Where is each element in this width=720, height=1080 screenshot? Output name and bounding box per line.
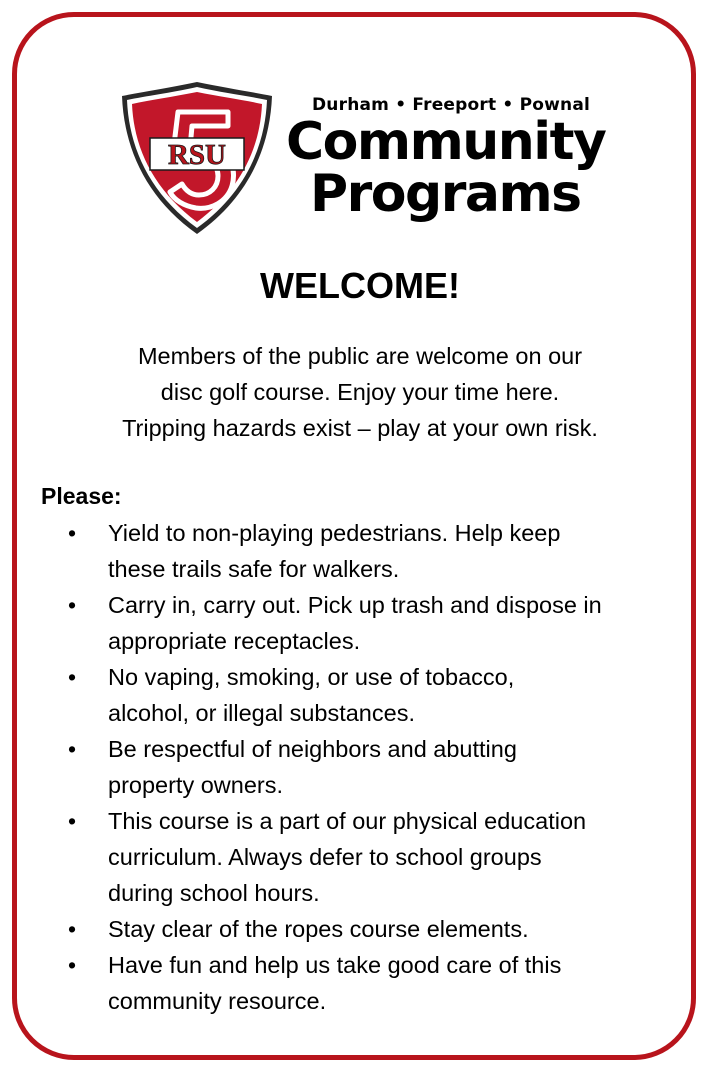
rule-item	[0, 803, 720, 911]
rule-item	[0, 911, 720, 947]
shield-rsu-text: RSU	[167, 139, 227, 171]
rule-line: curriculum. Always defer to school groups	[108, 844, 542, 870]
rule-line: Have fun and help us take good care of this	[108, 952, 562, 978]
rule-item	[0, 947, 720, 1019]
logo-towns: Durham • Freeport • Pownal	[312, 95, 591, 115]
rule-item	[0, 731, 720, 803]
bullet-icon: •	[68, 808, 77, 834]
bullet-icon: •	[68, 520, 77, 546]
rule-line: Carry in, carry out. Pick up trash and dispose in	[108, 592, 602, 618]
rule-line: Be respectful of neighbors and abutting	[108, 736, 517, 762]
rule-line: property owners.	[108, 772, 284, 798]
rsu5-shield-logo	[116, 78, 278, 238]
rule-line: Yield to non-playing pedestrians. Help keep	[108, 520, 561, 546]
rule-item	[0, 587, 720, 659]
rule-line: during school hours.	[108, 880, 320, 906]
intro-line: Members of the public are welcome on our	[137, 343, 583, 369]
logo-programs: Programs	[310, 164, 581, 224]
rules-list	[0, 515, 720, 1019]
welcome-heading: WELCOME!	[260, 265, 460, 306]
rule-line: No vaping, smoking, or use of tobacco,	[108, 664, 515, 690]
intro-paragraph	[0, 338, 720, 446]
rule-item	[0, 515, 720, 587]
rule-line: alcohol, or illegal substances.	[108, 700, 415, 726]
rule-item	[0, 659, 720, 731]
intro-line: Tripping hazards exist – play at your own risk.	[122, 415, 598, 441]
rule-line: these trails safe for walkers.	[108, 556, 400, 582]
bullet-icon: •	[68, 592, 77, 618]
bullet-icon: •	[68, 736, 77, 762]
bullet-icon: •	[68, 664, 77, 690]
bullet-icon: •	[68, 952, 77, 978]
please-label: Please:	[41, 483, 122, 509]
intro-line: disc golf course. Enjoy your time here.	[160, 379, 560, 405]
rule-line: Stay clear of the ropes course elements.	[108, 916, 529, 942]
rule-line: appropriate receptacles.	[108, 628, 361, 654]
rule-line: This course is a part of our physical education	[108, 808, 587, 834]
rule-line: community resource.	[108, 988, 327, 1014]
logo-community: Community	[286, 112, 606, 172]
bullet-icon: •	[68, 916, 77, 942]
logo-wordmark	[286, 94, 616, 224]
